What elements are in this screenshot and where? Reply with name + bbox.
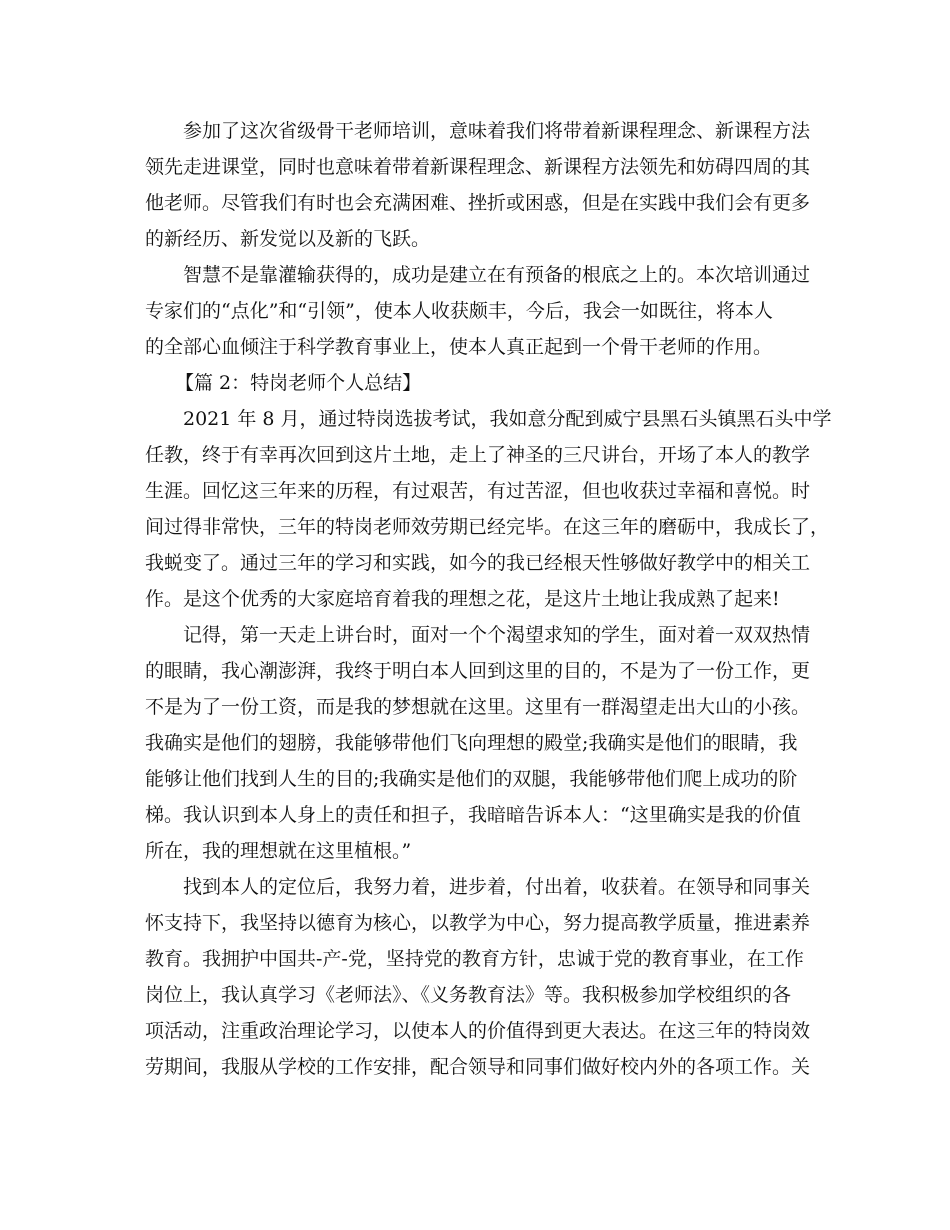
text-line: 他老师。尽管我们有时也会充满困难、挫折或困惑，但是在实践中我们会有更多 xyxy=(145,192,811,214)
text-line: 领先走进课堂，同时也意味着带着新课程理念、新课程方法领先和妨碍四周的其 xyxy=(145,156,811,178)
text-line: 劳期间，我服从学校的工作安排，配合领导和同事们做好校内外的各项工作。关 xyxy=(145,1056,811,1078)
text-line: 能够让他们找到人生的目的;我确实是他们的双腿，我能够带他们爬上成功的阶 xyxy=(145,768,798,790)
text-line: 参加了这次省级骨干老师培训，意味着我们将带着新课程理念、新课程方法 xyxy=(183,120,811,142)
text-line: 项活动，注重政治理论学习，以使本人的价值得到更大表达。在这三年的特岗效 xyxy=(145,1020,811,1042)
text-line: 作。是这个优秀的大家庭培育着我的理想之花，是这片土地让我成熟了起来! xyxy=(145,588,780,610)
text-line: 不是为了一份工资，而是我的梦想就在这里。这里有一群渴望走出大山的小孩。 xyxy=(145,696,811,718)
section-heading: 【篇 2：特岗老师个人总结】 xyxy=(175,372,422,394)
text-line: 2021 年 8 月，通过特岗选拔考试，我如意分配到威宁县黑石头镇黑石头中学 xyxy=(183,408,832,430)
text-line: 记得，第一天走上讲台时，面对一个个渴望求知的学生，面对着一双双热情 xyxy=(183,624,811,646)
text-line: 生涯。回忆这三年来的历程，有过艰苦，有过苦涩，但也收获过幸福和喜悦。时 xyxy=(145,480,811,502)
text-line: 我确实是他们的翅膀，我能够带他们飞向理想的殿堂;我确实是他们的眼睛，我 xyxy=(145,732,798,754)
text-line: 专家们的“点化”和“引领”，使本人收获颇丰，今后，我会一如既往，将本人 xyxy=(145,300,773,322)
text-line: 找到本人的定位后，我努力着，进步着，付出着，收获着。在领导和同事关 xyxy=(183,876,811,898)
text-line: 教育。我拥护中国共-产-党，坚持党的教育方针，忠诚于党的教育事业，在工作 xyxy=(145,948,804,970)
text-line: 我蜕变了。通过三年的学习和实践，如今的我已经根天性够做好教学中的相关工 xyxy=(145,552,811,574)
text-line: 智慧不是靠灌输获得的，成功是建立在有预备的根底之上的。本次培训通过 xyxy=(183,264,811,286)
text-line: 怀支持下，我坚持以德育为核心，以教学为中心，努力提高教学质量，推进素养 xyxy=(145,912,811,934)
text-line: 所在，我的理想就在这里植根。” xyxy=(145,840,412,862)
text-line: 梯。我认识到本人身上的责任和担子，我暗暗告诉本人：“这里确实是我的价值 xyxy=(145,804,801,826)
text-line: 的全部心血倾注于科学教育事业上，使本人真正起到一个骨干老师的作用。 xyxy=(145,336,773,358)
text-line: 任教，终于有幸再次回到这片土地，走上了神圣的三尺讲台，开场了本人的教学 xyxy=(145,444,811,466)
text-line: 间过得非常快，三年的特岗老师效劳期已经完毕。在这三年的磨砺中，我成长了， xyxy=(145,516,830,538)
text-line: 的眼睛，我心潮澎湃，我终于明白本人回到这里的目的，不是为了一份工作，更 xyxy=(145,660,811,682)
text-line: 的新经历、新发觉以及新的飞跃。 xyxy=(145,228,431,250)
text-line: 岗位上，我认真学习《老师法》、《义务教育法》等。我积极参加学校组织的各 xyxy=(145,984,792,1006)
